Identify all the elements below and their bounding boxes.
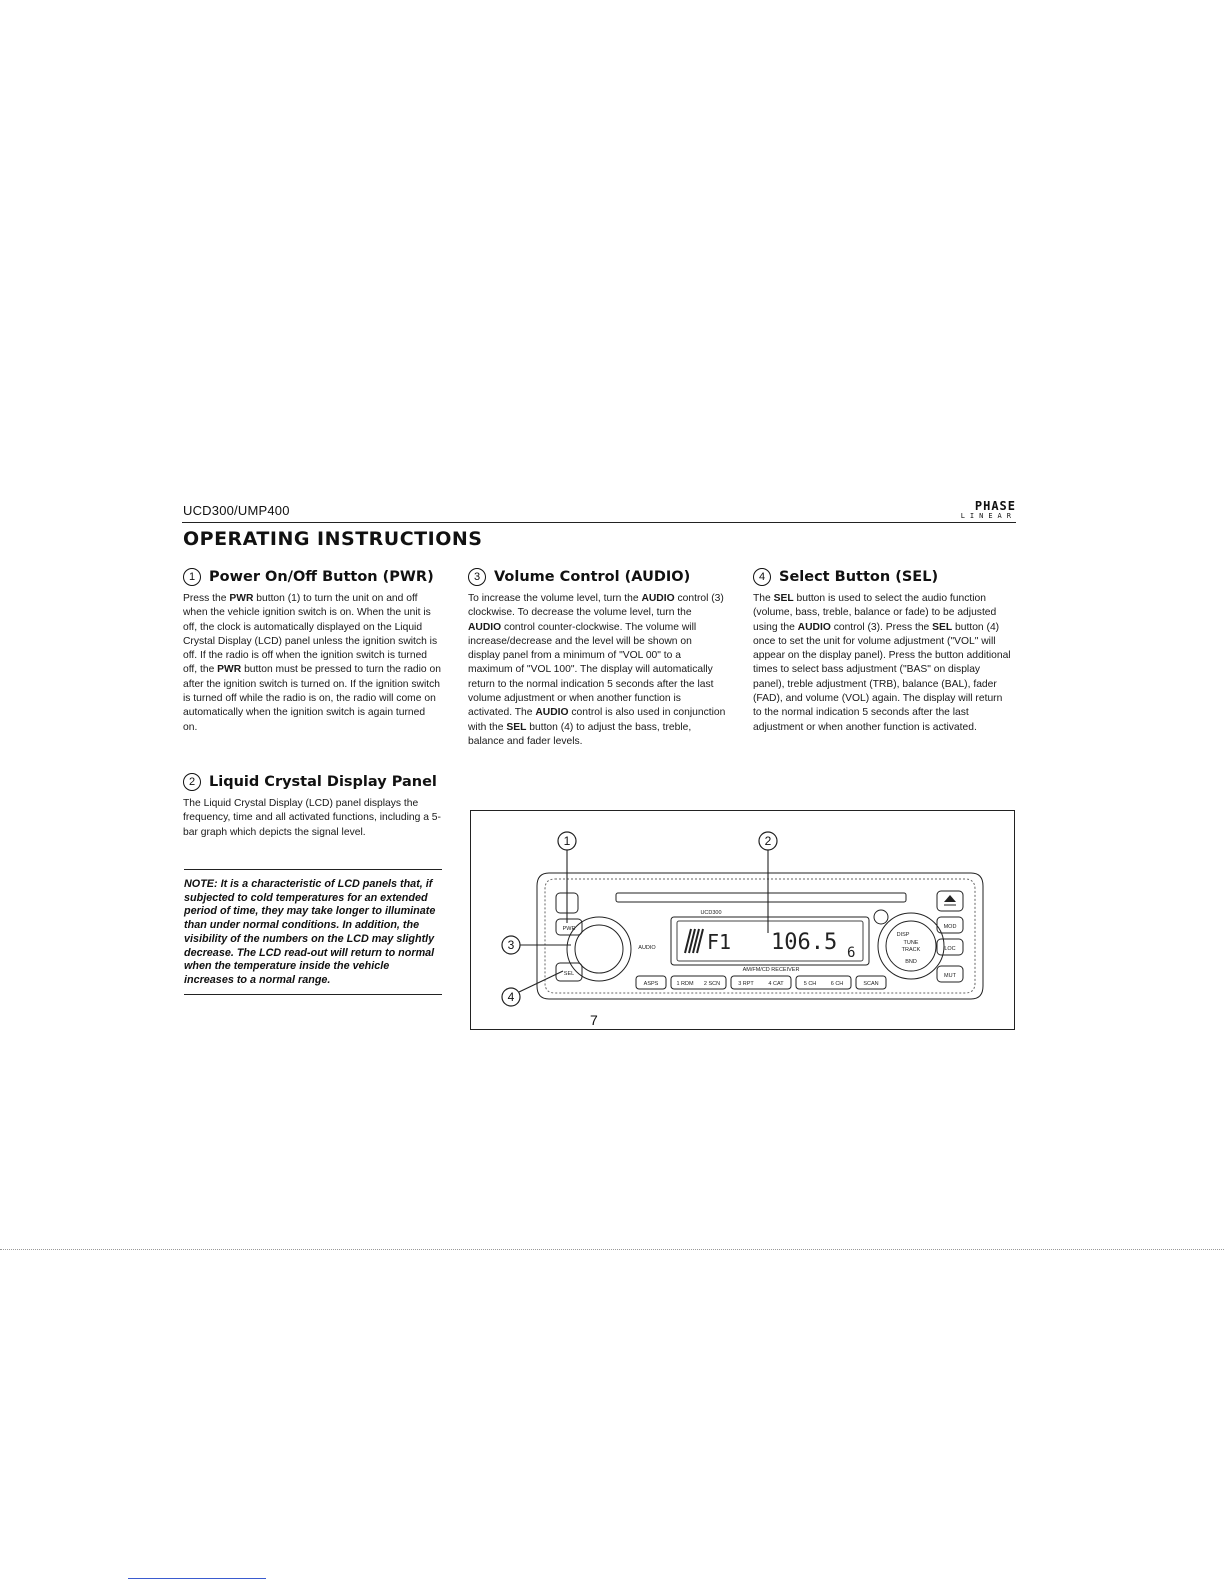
lcd-preset: 6 (847, 945, 856, 961)
mod-label: MOD (943, 924, 957, 930)
radio-figure (470, 810, 1015, 1030)
section-heading (183, 568, 441, 586)
leader-line-4 (519, 971, 563, 992)
preset-6-label: 6 CH (830, 981, 844, 987)
page-number: 7 (590, 1012, 598, 1028)
sel-label: SEL (563, 971, 575, 977)
section-body: Press the PWR button (1) to turn the unit on and off when the vehicle ignition switch is on. When the unit is off, the clock is automatically displayed on the Liquid Crystal Display (LCD) panel unless the ignition switch is off. If the radio is off when the ignition switch is turned off, the PWR button must be pressed to turn the radio on after the ignition switch is turned on. If the ignition switch is turned off while the radio is on, the radio will come on automatically when the ignition switch is again turned on. (183, 593, 441, 733)
section-body: To increase the volume level, turn the AUDIO control (3) clockwise. To decrease the volume level, turn the AUDIO control counter-clockwise. The volume will increase/decrease and the level will be shown on display panel from a minimum of "VOL 00" to a maximum of "VOL 100". The display will automatically return to the normal indication 5 seconds after the last volume adjustment or when another function is activated. The AUDIO control is also used in conjunction with the SEL button (4) to adjust the bass, treble, balance and fader levels. (468, 593, 726, 747)
radio-faceplate-illustration (471, 811, 1014, 1029)
preset-4-label: 4 CAT (768, 981, 784, 987)
callout-number-2: 2 (183, 773, 201, 791)
heading-text: Liquid Crystal Display Panel (209, 774, 437, 790)
callout-number-3: 3 (468, 568, 486, 586)
section-body: The SEL button is used to select the audio function (volume, bass, treble, balance or fade) to be adjusted using the AUDIO control (3). Press the SEL button (4) once to set the unit for volume adjustment ("VOL" will appear on the display panel). Press the button additional times to select bass adjustment ("BAS" on display panel), treble adjustment (TRB), balance (BAL), fader (FAD), and volume (VOL) again. The display will return to the normal indication 5 seconds after the last adjustment or when another function is activated. (753, 593, 1011, 733)
brand-line2: LINEAR (960, 512, 1016, 520)
callout-label-3: 3 (507, 938, 515, 952)
header-model: UCD300/UMP400 (183, 503, 290, 518)
preset-2-label: 2 SCN (703, 981, 721, 987)
bnd-label: BND (905, 959, 917, 965)
lcd-frequency: 106.5 (771, 930, 838, 955)
disp-indicator (874, 910, 888, 924)
heading-text: Volume Control (AUDIO) (494, 569, 691, 585)
loc-label: LOC (944, 946, 956, 952)
preset-1-label: 1 RDM (676, 981, 694, 987)
note-text: NOTE: It is a characteristic of LCD panels that, if subjected to cold temperatures for an extended period of time, they may take longer to illuminate than under normal conditions. In addition, the visibility of the numbers on the LCD may slightly decrease. The LCD read-out will return to normal when the temperature inside the vehicle increases to a normal range. (184, 878, 436, 986)
brand-logo (944, 500, 1016, 520)
section-heading (468, 568, 726, 586)
bottom-link-underline (128, 1578, 266, 1579)
scan-label: SCAN (863, 981, 879, 987)
callout-label-2: 2 (764, 834, 772, 848)
disp-label: DISP (896, 932, 910, 938)
section-volume (468, 568, 726, 749)
asps-label: ASPS (643, 981, 659, 987)
cd-slot (616, 893, 906, 902)
brand-line1: PHASE (974, 499, 1016, 513)
audio-label: AUDIO (638, 945, 656, 951)
header-rule (182, 522, 1016, 523)
callout-label-1: 1 (563, 834, 571, 848)
section-lcd (183, 773, 441, 840)
pwr-label: PWR (562, 926, 576, 932)
faceplate-outline (537, 873, 983, 999)
volume-knob-outer (567, 917, 631, 981)
heading-text: Select Button (SEL) (779, 569, 939, 585)
note-box (184, 869, 442, 995)
section-select (753, 568, 1013, 735)
eject-icon (944, 895, 956, 902)
lcd-band: F1 (707, 930, 732, 954)
heading-text: Power On/Off Button (PWR) (209, 569, 434, 585)
tune-label: TUNE (903, 940, 919, 946)
track-label: TRACK (901, 947, 921, 953)
section-heading (183, 773, 441, 791)
mut-label: MUT (944, 973, 956, 979)
callout-number-4: 4 (753, 568, 771, 586)
receiver-label: AM/FM/CD RECEIVER (742, 967, 800, 973)
model-label: UCD300 (700, 910, 722, 916)
footer-dotted-line (0, 1249, 1224, 1250)
section-power (183, 568, 441, 735)
tune-ring-outer (878, 913, 944, 979)
preset-3-label: 3 RPT (738, 981, 754, 987)
callout-label-4: 4 (507, 990, 515, 1004)
section-body: The Liquid Crystal Display (LCD) panel displays the frequency, time and all activated functions, including a 5-bar graph which depicts the signal level. (183, 798, 441, 838)
callout-number-1: 1 (183, 568, 201, 586)
section-heading (753, 568, 1013, 586)
preset-5-label: 5 CH (803, 981, 817, 987)
page-title: OPERATING INSTRUCTIONS (183, 528, 483, 550)
